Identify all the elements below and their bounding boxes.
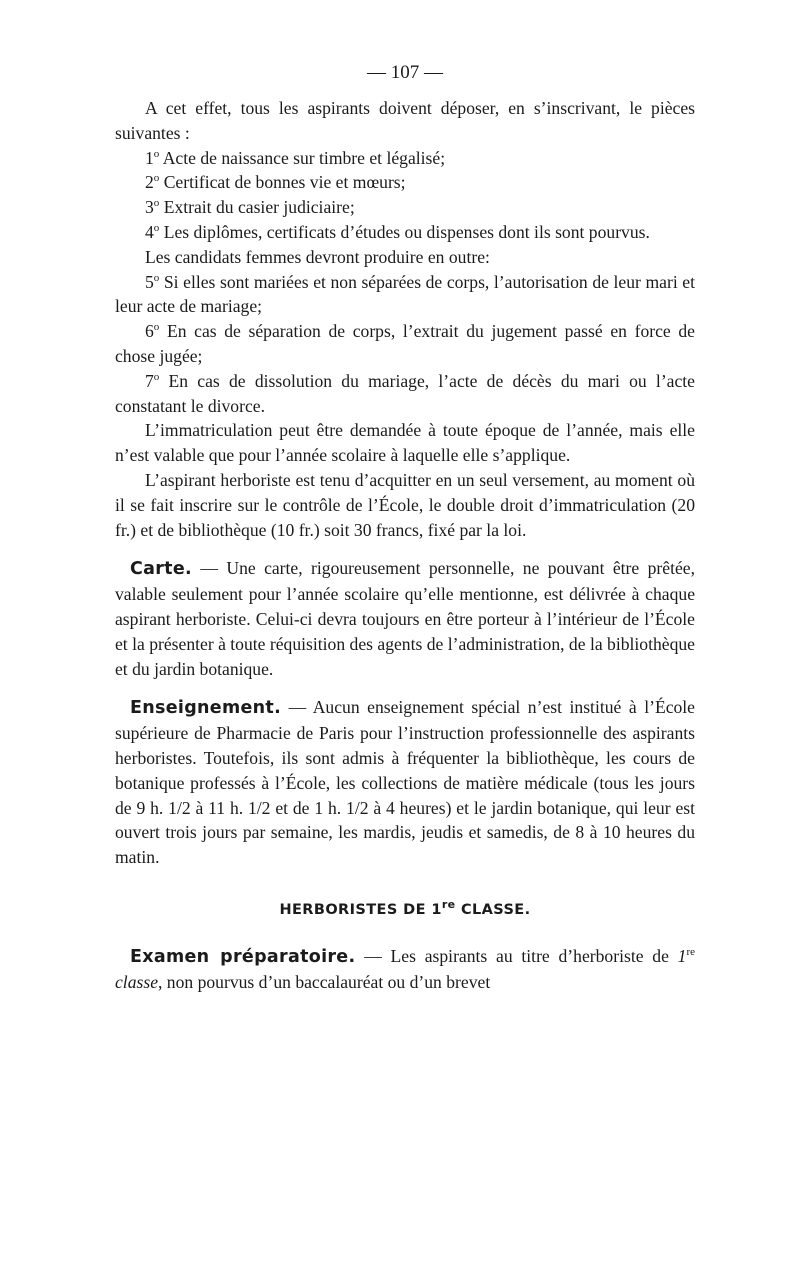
item-text: Les diplômes, certificats d’études ou dispenses dont ils sont pourvus. bbox=[159, 221, 650, 242]
carte-text: — Une carte, rigoureusement personnelle, ne pouvant être prêtée, valable seulement pour l’année scolaire qu’elle mentionne, est délivrée à chaque aspirant herboriste. Celui-ci devra toujours en être porteur à l’intérieur de l’École et la présenter à toute réquisition des agents de l’administration, de la bibliothèque et du jardin botanique. bbox=[115, 558, 695, 679]
item-number-suffix: o bbox=[153, 370, 160, 383]
heading-sup: re bbox=[441, 898, 456, 912]
item-text: En cas de dissolution du mariage, l’acte de décès du mari ou l’acte constatant le divorce. bbox=[115, 370, 695, 416]
list-item bbox=[115, 220, 695, 245]
examen-section bbox=[115, 944, 695, 995]
examen-title: Examen préparatoire. bbox=[130, 946, 356, 967]
list-item bbox=[115, 270, 695, 320]
list-item bbox=[115, 195, 695, 220]
item-number-suffix: o bbox=[153, 321, 160, 334]
item-number-suffix: o bbox=[153, 271, 160, 284]
list-item bbox=[115, 146, 695, 171]
item-number: 3 bbox=[145, 197, 154, 218]
item-number-suffix: o bbox=[153, 172, 160, 185]
immatriculation-paragraph: L’immatriculation peut être demandée à toute époque de l’année, mais elle n’est valable que pour l’année scolaire à laquelle elle s’applique. bbox=[115, 420, 695, 466]
item-number: 7 bbox=[145, 370, 154, 391]
document-page bbox=[115, 62, 695, 995]
page-number: — 107 — bbox=[367, 62, 443, 83]
item-number: 5 bbox=[145, 271, 154, 292]
item-number-suffix: o bbox=[153, 147, 160, 160]
enseignement-text: — Aucun enseignement spécial n’est institué à l’École supérieure de Pharmacie de Paris pour l’instruction professionnelle des aspirants herboristes. Toutefois, ils sont admis à fréquenter la bibliothèque, les cours de botanique professés à l’École, les collections de matière médicale (tous les jours de 9 h. 1/2 à 11 h. 1/2 et de 1 h. 1/2 à 4 heures) et le jardin botanique, qui leur est ouvert trois jours par semaine, les mardis, jeudis et samedis, de 8 à 10 heures du matin. bbox=[115, 697, 695, 868]
examen-text: — Les aspirants au titre d’herboriste de bbox=[355, 945, 678, 966]
item-number: 2 bbox=[145, 172, 154, 193]
heading-text: HERBORISTES DE 1 bbox=[279, 901, 442, 918]
examen-text-end: , non pourvus d’un baccalauréat ou d’un brevet bbox=[158, 971, 491, 992]
heading-text-end: CLASSE. bbox=[455, 901, 531, 918]
examen-italic-sup: re bbox=[686, 946, 695, 959]
item-text: Certificat de bonnes vie et mœurs; bbox=[159, 172, 406, 193]
list-item bbox=[115, 319, 695, 369]
item-text: En cas de séparation de corps, l’extrait du jugement passé en force de chose jugée; bbox=[115, 321, 695, 366]
enseignement-section bbox=[115, 695, 695, 870]
intro-paragraph: A cet effet, tous les aspirants doivent déposer, en s’inscrivant, le pièces suivantes : bbox=[115, 98, 695, 143]
item-text: Acte de naissance sur timbre et légalisé; bbox=[159, 147, 446, 168]
droit-paragraph: L’aspirant herboriste est tenu d’acquitter en un seul versement, au moment où il se fait inscrire sur le contrôle de l’École, le double droit d’immatriculation (20 fr.) et de bibliothèque (10 fr.) soit 30 francs, fixé par la loi. bbox=[115, 469, 695, 540]
item-text: Si elles sont mariées et non séparées de corps, l’autorisation de leur mari et leur acte de mariage; bbox=[115, 271, 695, 317]
enseignement-title: Enseignement. bbox=[130, 698, 282, 719]
examen-italic-num: 1 bbox=[677, 945, 687, 966]
carte-section bbox=[115, 556, 695, 681]
list-item bbox=[115, 170, 695, 195]
item-number: 6 bbox=[145, 321, 154, 342]
item-text: Extrait du casier judiciaire; bbox=[159, 197, 355, 218]
item-number: 1 bbox=[145, 147, 154, 168]
examen-italic-word: classe bbox=[115, 971, 158, 992]
carte-title: Carte. bbox=[130, 559, 192, 580]
list-item bbox=[115, 369, 695, 419]
women-intro-paragraph: Les candidats femmes devront produire en outre: bbox=[145, 246, 490, 267]
item-number: 4 bbox=[145, 221, 154, 242]
item-number-suffix: o bbox=[153, 222, 160, 235]
section-heading bbox=[115, 898, 695, 918]
item-number-suffix: o bbox=[153, 197, 160, 210]
